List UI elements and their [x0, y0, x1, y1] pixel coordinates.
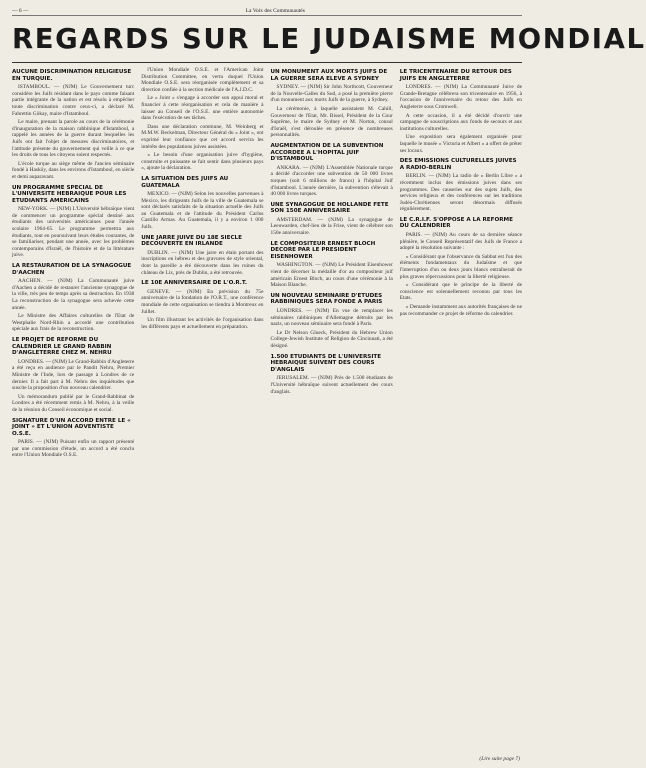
article-headline: DES EMISSIONS CULTURELLES JUIVES A RADIO-BERLIN [399, 158, 517, 171]
article-paragraph: L'école turque au siège même de l'ancien séminaire fondé à Hasköy, dans les environs d'Istamboul, en siècle et demi auparavant. [12, 160, 135, 180]
article [271, 354, 393, 396]
title-rule [12, 62, 522, 63]
article-headline: UNE SYNAGOGUE DE HOLLANDE FETE SON 150E ANNIVERSAIRE [270, 201, 389, 215]
article [12, 263, 134, 333]
article-paragraph: Une exposition sera également organisée pour laquelle le musée « Victoria et Albert » a offert de prêter ses locaux. [399, 134, 522, 154]
article-headline: UN NOUVEAU SEMINAIRE D'ETUDES RABBINIQUES SERA FONDE A PARIS [270, 292, 383, 306]
page-number: — 6 — [12, 7, 29, 14]
article-paragraph: Le « Joint » s'engage à accorder son appui moral et financier à cette réorganisation et cela de manière à laisser au Conseil de l'O.S.E. une entière autonomie dans l'exécution de ses tâches. [141, 95, 264, 122]
article-paragraph: l'Union Mondiale O.S.E. et l'American Joint Distribution Committee, en vertu duquel l'Union Mondiale O.S.E. sera réorganisée complètement et sa direction confiée à la section médicale de l'A.J.D.C. [141, 67, 264, 93]
article [141, 176, 263, 231]
article-paragraph: LONDRES. — (NJM) Le Grand-Rabbin d'Angleterre a été reçu en audience par le Pandit Nehru, Premier Ministre de l'Inde, lors de passage à Londres de ce dernier. Il a fait part à M. Nehru des inquiétudes que suscite la proposition d'un nouveau calendrier. [12, 358, 135, 392]
article-paragraph: PARIS. — (NJM) Puisant enfin un rapport présenté par une commission d'étude, un accord a été conclu entre l'Union Mondiale O.S.E. [12, 439, 135, 459]
article-paragraph: JERUSALEM. — (NJM) Près de 1.500 étudiants de l'Université hébraïque suivent actuellement des cours d'anglais. [270, 375, 393, 395]
article-paragraph: « Considérant que le principe de la liberté de conscience est solennellement reconnu par tous les Etats. [399, 282, 522, 302]
article-paragraph: Le Ministre des Affaires culturelles de l'Etat de Westphalie Nord-Rhin a accordé une contribution spéciale aux frais de la reconstruction. [12, 313, 135, 333]
article-headline: SIGNATURE D'UN ACCORD ENTRE LE « JOINT » ET L'UNION ADVENTISTE O.S.E. [12, 417, 131, 437]
article-paragraph: MEXICO. — (NJM) Selon les nouvelles parvenues à Mexico, les dirigeants Juifs de la ville de Guatemala se sont déclarés satisfaits de la situation actuelle des Juifs au Guatemala et de l'attitude du Président Carlos Castillo Armas. Au Guatemala, il y a environ 1 000 Juifs. [141, 191, 264, 231]
article-paragraph: WASHINGTON. — (NJM) Le Président Eisenhower vient de décerner la médaille d'or au compositeur juif américain Ernest Bloch, au cours d'une cérémonie à la Maison Blanche. [270, 262, 393, 289]
article [400, 158, 522, 213]
article-paragraph: AMSTERDAM. — (NJM) La synagogue de Leeuwarden, chef-lieu de la Frise, vient de célébrer son 150e anniversaire. [270, 216, 393, 237]
article-paragraph: Un film illustrant les activités de l'organisation dans les différents pays et actuellement en préparation. [141, 317, 264, 330]
article-headline: UNE JARRE JUIVE DU 18E SIECLE DECOUVERTE EN IRLANDE [141, 234, 242, 248]
column-4 [400, 67, 522, 743]
article [12, 185, 134, 260]
article-paragraph: La cérémonie, à laquelle assistaient M. Cahill, Gouverneur de l'Etat, Mr. Bissel, Président de la Cour Suprême, le maire de Sydney et M. Norton, consul d'Israël, s'est déroulée en présence de nombreuses personnalités. [270, 105, 393, 139]
article-paragraph: AACHEN. — (NJM) La Communauté juive d'Aachen a décidé de restaurer l'ancienne synagogue de la ville, très peu de temps après sa destruction. En 1938 La reconstruction de la synagogue sera achevée cette année. [12, 278, 135, 311]
article-headline: AUGMENTATION DE LA SUBVENTION ACCORDEE A L'HOPITAL JUIF D'ISTAMBOUL [270, 142, 384, 163]
running-header [12, 6, 522, 16]
article [271, 241, 393, 289]
article [400, 69, 522, 154]
article-headline: AUCUNE DISCRIMINATION RELIGIEUSE EN TURQUIE. [12, 69, 132, 82]
column-2 [141, 67, 263, 743]
article-paragraph: ISTAMBOUL. — (NJM) Le Gouvernement turc considère les Juifs résidant dans le pays comme faisant partie intégrante de la nation et est résolu à empêcher toute discrimination contre ceux-ci, a déclaré M. Fahrettin Gökay, maire d'Istamboul. [12, 84, 135, 117]
continued-note: (Lire suite page 7) [479, 756, 520, 762]
article-headline: LE C.R.I.F. S'OPPOSE A LA REFORME DU CALENDRIER [399, 216, 513, 230]
article-paragraph: GENEVE. — (NJM) En prévision du 75e anniversaire de la fondation de l'O.R.T., une conférence mondiale de cette organisation se tiendra à Montreux en Juillet. [141, 288, 264, 315]
article [400, 217, 522, 317]
article-paragraph: Le maire, prenant la parole au cours de la cérémonie d'inauguration de la maison rabbinique d'Istamboul, a rappelé les années de la guerre durant lesquelles les Juifs ont fait l'objet de mesures discriminatoires, et l'attitude présente du gouvernement qui veille à ce que les droits de tous les citoyens soient respectés. [12, 119, 135, 159]
article-headline: 1.500 ETUDIANTS DE L'UNIVERSITE HEBRAIQUE SUIVENT DES COURS D'ANGLAIS [270, 353, 382, 373]
article-paragraph: LONDRES. — (NJM) La Communauté Juive de Grande-Bretagne célèbrera son tricentenaire en 1956, à l'occasion de l'anniversaire du retour des Juifs en Angleterre sous Cromwell. [399, 84, 522, 110]
article-headline: LE 10E ANNIVERSAIRE DE L'O.R.T. [141, 280, 247, 287]
article [141, 67, 263, 172]
article-paragraph: NEW-YORK. — (NJM) L'Université hébraïque vient de commencer un programme spécial destiné aux étudiants des universités américaines pour l'année scolaire 1964-65. Le programme permettra aux étudiants, tout en poursuivant leurs études courantes, de se familiariser, pendant une année, avec les problèmes contemporains d'Israël, de l'histoire et de la littérature juive. [12, 206, 135, 259]
article-headline: LA RESTAURATION DE LA SYNAGOGUE D'AACHEN [12, 263, 132, 276]
page-title: REGARDS SUR LE JUDAISME MONDIAL [12, 23, 646, 55]
article-paragraph: « Le besoin d'une organisation juive d'hygiène, construite et puissante se fait sentir dans plusieurs pays », ajoute la déclaration. [141, 152, 264, 172]
article-paragraph: Un mémorandum publié par le Grand-Rabbinat de Londres a été récemment remis à M. Nehru, à la veille de la réunion du Conseil économique et social. [12, 393, 135, 413]
article-paragraph: PARIS. — (NJM) Au cours de sa dernière séance plénière, le Conseil Représentatif des Juifs de France a adopté la résolution suivante : [399, 232, 522, 252]
article-headline: LE COMPOSITEUR ERNEST BLOCH DECORE PAR LE PRESIDENT EISENHOWER [270, 240, 376, 260]
article [12, 418, 134, 460]
article-paragraph: LONDRES. — (NJM) En vue de remplacer les séminaires rabbiniques d'Allemagne détruits par les nazis, un nouveau séminaire sera fondé à Paris. [270, 308, 393, 328]
article-paragraph: A cette occasion, il a été décidé d'ouvrir une campagne de souscriptions aux fonds de secours et aux institutions culturelles. [399, 112, 522, 132]
article [271, 69, 393, 139]
article [271, 202, 393, 237]
article-headline: UN PROGRAMME SPECIAL DE L'UNIVERSITE HEBRAIQUE POUR LES ETUDIANTS AMERICAINS [12, 184, 127, 204]
article [141, 280, 263, 330]
column-1 [12, 67, 134, 743]
article [12, 69, 134, 181]
article-headline: LA SITUATION DES JUIFS AU GUATEMALA [141, 175, 229, 189]
article-paragraph: ANKARA. — (NJM) L'Assemblée Nationale turque a décidé d'accorder une subvention de 50 000 livres turques (soit 6 millions de francs) à l'hôpital Juif d'Istamboul. L'année dernière, la subvention s'élevait à 40 000 livres turques. [270, 164, 393, 198]
article [141, 235, 263, 277]
article-paragraph: BERLIN. — (NJM) La radio de « Berlin Libre » a récemment inclus des émissions juives dans ses programmes. Des causeries sur des sujets Juifs, des services religieux et des conférences sur les traditions Judéo-Chrétiennes seront désormais diffusés régulièrement. [399, 173, 522, 213]
article-paragraph: SYDNEY. — (NJM) Sir John Northcott, Gouverneur de la Nouvelle-Galles du Sud, a posé la première pierre d'un monument aux morts Juifs de la guerre, à Sydney. [270, 84, 393, 104]
article-columns [12, 67, 522, 743]
journal-name: La Voix des Communautés [245, 7, 305, 14]
article-headline: UN MONUMENT AUX MORTS JUIFS DE LA GUERRE SERA ELEVE A SYDNEY [270, 69, 388, 82]
article-paragraph: « Considérant que l'observance du Sabbat est l'un des éléments fondamentaux du Judaïsme et que l'interruption d'un ou deux jours blancs entraînerait de plus graves répercussions pour la liberté religieuse. [399, 253, 522, 280]
article-headline: LE TRICENTENAIRE DU RETOUR DES JUIFS EN ANGLETERRE [399, 69, 512, 82]
article [12, 337, 134, 414]
article-paragraph: « Demande instamment aux autorités françaises de ne pas recommander ce projet de réforme du calendrier. [399, 304, 522, 317]
article-paragraph: Dans une déclaration commune, M. Weinberg et M.M.W. Beckelman, Directeur Général du « Joint », ont exprimé leur confiance que cet accord servira les intérêts des populations juives assistées. [141, 123, 264, 150]
article-headline: LE PROJET DE REFORME DU CALENDRIER LE GRAND RABBIN D'ANGLETERRE CHEZ M. NEHRU [12, 336, 112, 357]
article [271, 293, 393, 350]
article [271, 143, 393, 198]
column-3 [271, 67, 393, 743]
article-paragraph: Le Dr Nelson Glueck, Président du Hebrew Union College-Jewish Institute of Religion de Cincinnati, a été désigné. [270, 329, 393, 349]
article-paragraph: DUBLIN. — (NJM) Une jarre en étain portant des inscriptions en hébreu et des gravures de style oriental, dont la pareille a été découverte dans les ruines du château de Lix, près de Dublin, a été retrouvée. [141, 249, 264, 276]
